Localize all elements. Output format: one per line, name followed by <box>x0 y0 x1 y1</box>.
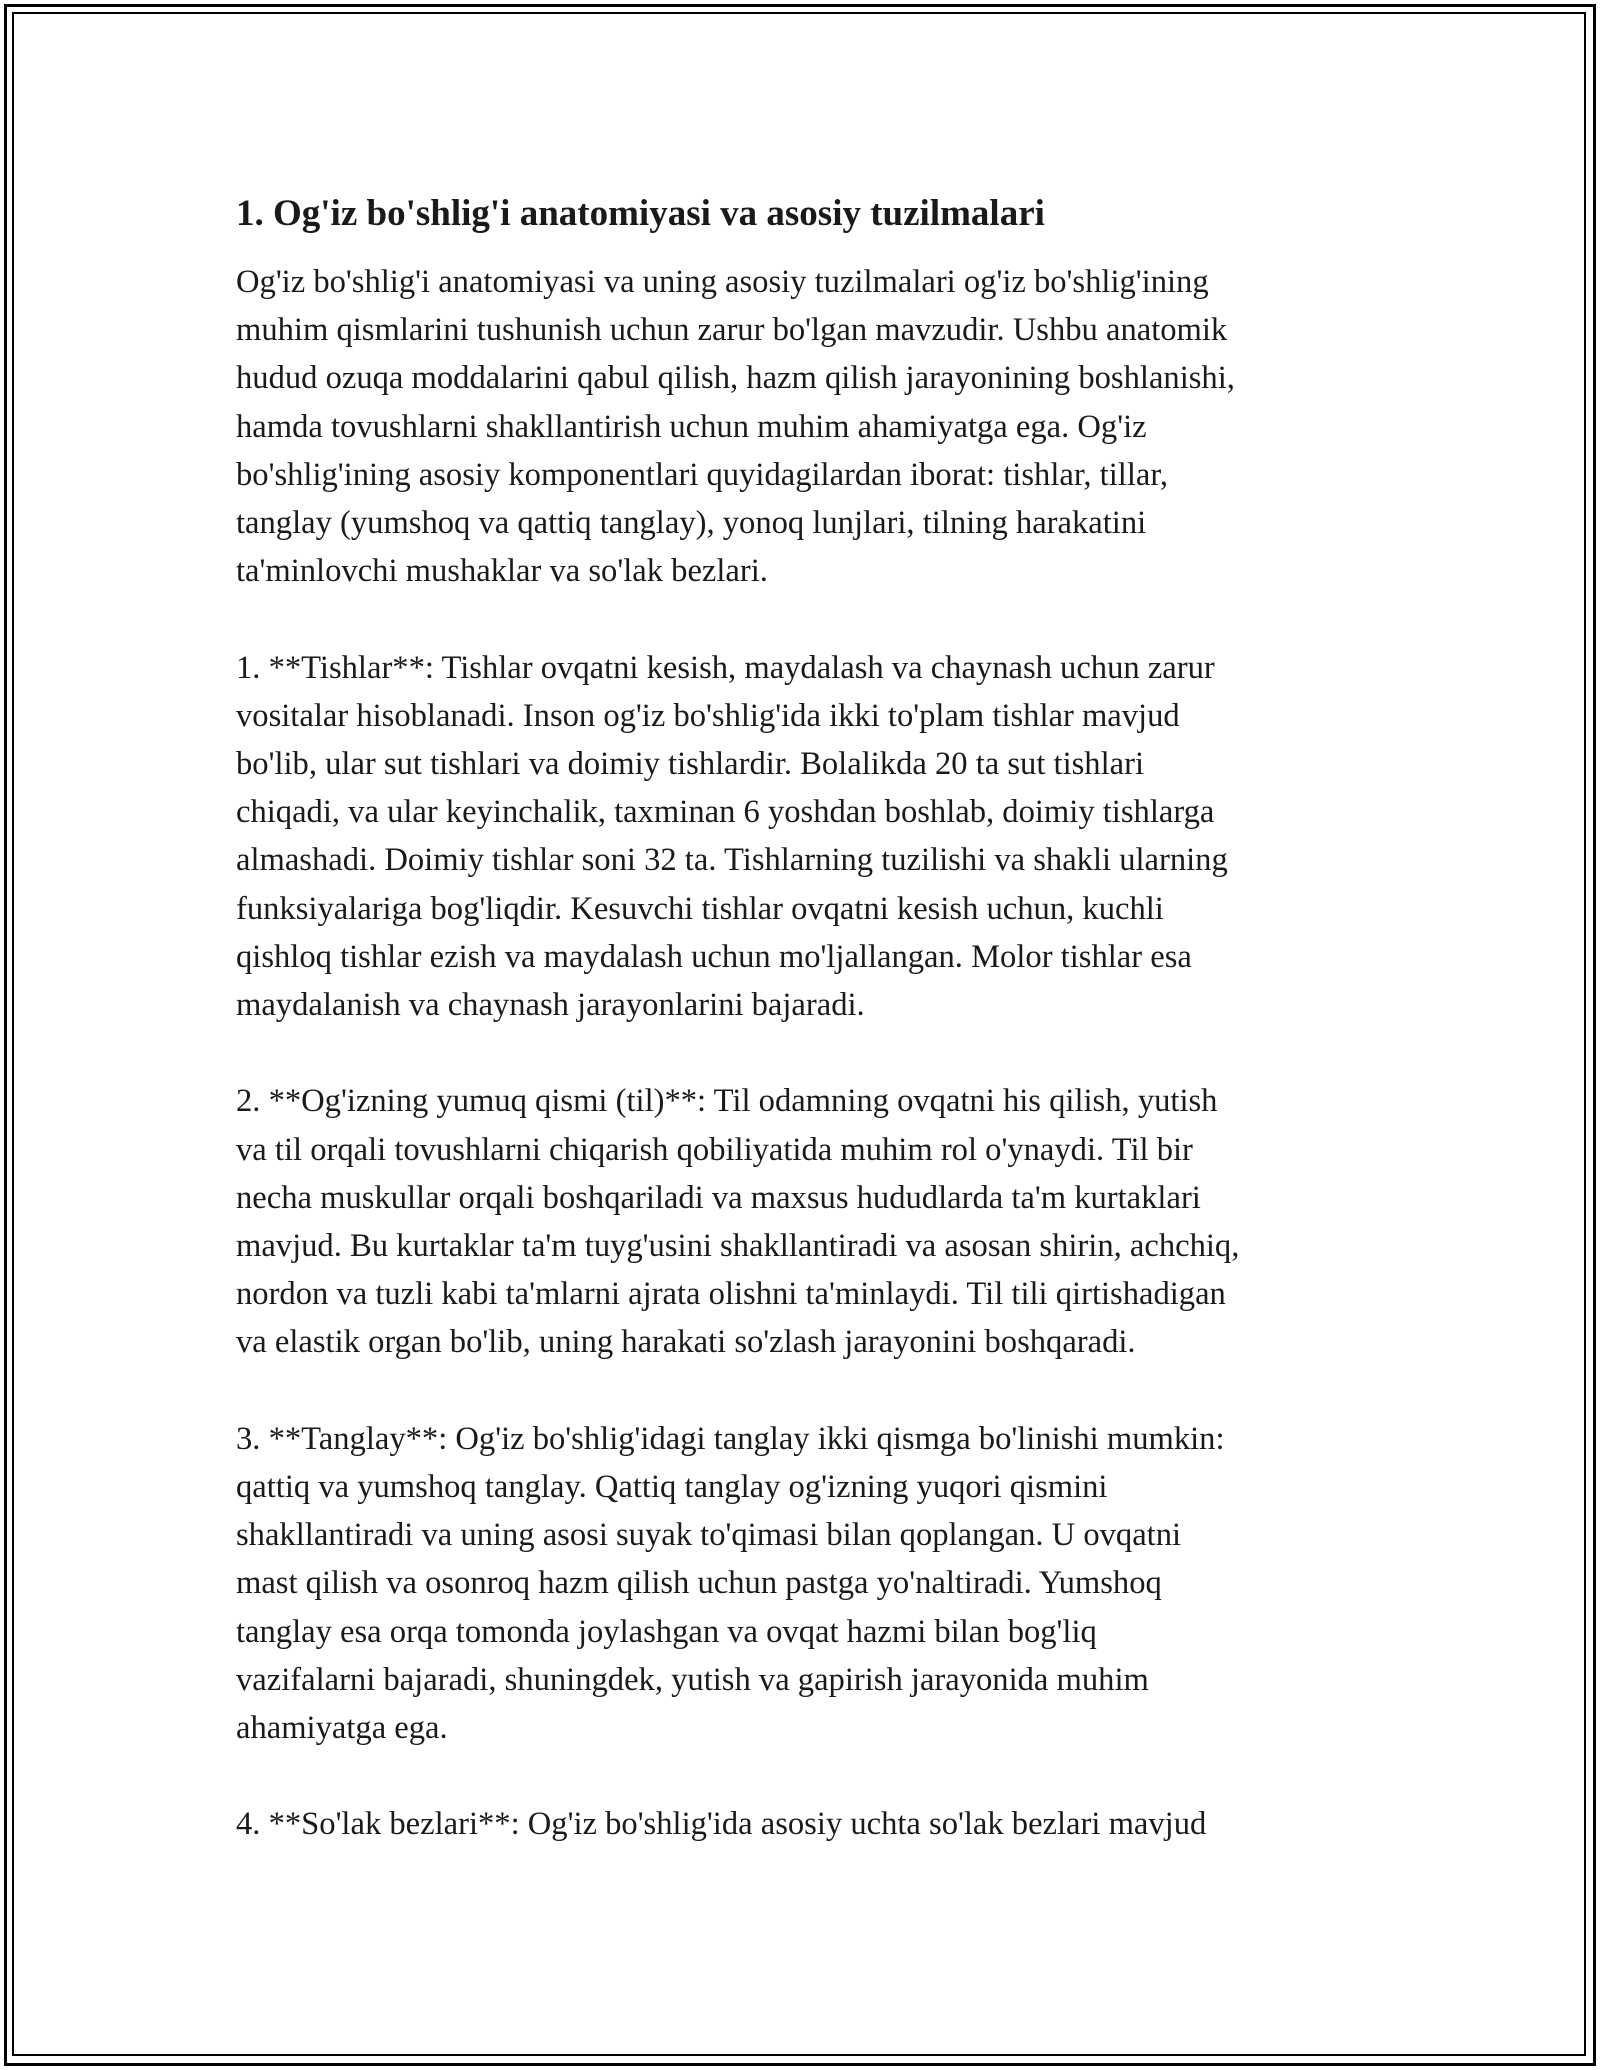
text-line: hudud ozuqa moddalarini qabul qilish, hazm qilish jarayonining boshlanishi, <box>236 360 1235 397</box>
text-line: maydalanish va chaynash jarayonlarini bajaradi. <box>236 987 865 1024</box>
text-line: qishloq tishlar ezish va maydalash uchun mo'ljallangan. Molor tishlar esa <box>236 938 1192 975</box>
paragraph <box>236 1077 1376 1366</box>
text-line: vositalar hisoblanadi. Inson og'iz bo'shlig'ida ikki to'plam tishlar mavjud <box>236 697 1180 734</box>
text-line: 3. **Tanglay**: Og'iz bo'shlig'idagi tanglay ikki qismga bo'linishi mumkin: <box>236 1420 1225 1457</box>
text-line: chiqadi, va ular keyinchalik, taxminan 6 yoshdan boshlab, doimiy tishlarga <box>236 794 1215 831</box>
text-line: shakllantiradi va uning asosi suyak to'qimasi bilan qoplangan. U ovqatni <box>236 1517 1182 1554</box>
paragraph <box>236 1415 1376 1752</box>
text-line: ahamiyatga ega. <box>236 1710 448 1747</box>
text-line: bo'lib, ular sut tishlari va doimiy tishlardir. Bolalikda 20 ta sut tishlari <box>236 746 1145 783</box>
text-line: funksiyalariga bog'liqdir. Kesuvchi tishlar ovqatni kesish uchun, kuchli <box>236 890 1164 927</box>
text-line: mavjud. Bu kurtaklar ta'm tuyg'usini shakllantiradi va asosan shirin, achchiq, <box>236 1228 1240 1265</box>
text-line: va elastik organ bo'lib, uning harakati so'zlash jarayonini boshqaradi. <box>236 1324 1136 1361</box>
text-line: vazifalarni bajaradi, shuningdek, yutish va gapirish jarayonida muhim <box>236 1661 1149 1698</box>
text-line: bo'shlig'ining asosiy komponentlari quyidagilardan iborat: tishlar, tillar, <box>236 456 1169 493</box>
text-line: 2. **Og'izning yumuq qismi (til)**: Til odamning ovqatni his qilish, yutish <box>236 1083 1218 1120</box>
paragraph <box>236 644 1376 1030</box>
section-title: 1. Og'iz bo'shlig'i anatomiyasi va asosiy tuzilmalari <box>236 193 1045 234</box>
text-line: 1. **Tishlar**: Tishlar ovqatni kesish, maydalash va chaynash uchun zarur <box>236 649 1215 686</box>
paragraph-list <box>236 258 1376 1849</box>
text-line: nordon va tuzli kabi ta'mlarni ajrata olishni ta'minlaydi. Til tili qirtishadigan <box>236 1276 1226 1313</box>
text-line: hamda tovushlarni shakllantirish uchun muhim ahamiyatga ega. Og'iz <box>236 408 1147 445</box>
text-line: qattiq va yumshoq tanglay. Qattiq tanglay og'izning yuqori qismini <box>236 1469 1108 1506</box>
text-line: necha muskullar orqali boshqariladi va maxsus hududlarda ta'm kurtaklari <box>236 1179 1201 1216</box>
text-line: mast qilish va osonroq hazm qilish uchun pastga yo'naltiradi. Yumshoq <box>236 1565 1162 1602</box>
text-line: tanglay (yumshoq va qattiq tanglay), yonoq lunjlari, tilning harakatini <box>236 505 1147 542</box>
text-line: Og'iz bo'shlig'i anatomiyasi va uning asosiy tuzilmalari og'iz bo'shlig'ining <box>236 264 1209 300</box>
text-line: almashadi. Doimiy tishlar soni 32 ta. Tishlarning tuzilishi va shakli ularning <box>236 842 1228 879</box>
text-line: 4. **So'lak bezlari**: Og'iz bo'shlig'ida asosiy uchta so'lak bezlari mavjud <box>236 1806 1207 1843</box>
paragraph <box>236 258 1376 595</box>
document-body <box>236 188 1376 1897</box>
text-line: muhim qismlarini tushunish uchun zarur bo'lgan mavzudir. Ushbu anatomik <box>236 312 1228 349</box>
text-line: tanglay esa orqa tomonda joylashgan va ovqat hazmi bilan bog'liq <box>236 1613 1097 1650</box>
text-line: ta'minlovchi mushaklar va so'lak bezlari. <box>236 553 768 590</box>
text-line: va til orqali tovushlarni chiqarish qobiliyatida muhim rol o'ynaydi. Til bir <box>236 1131 1193 1168</box>
paragraph <box>236 1800 1376 1848</box>
